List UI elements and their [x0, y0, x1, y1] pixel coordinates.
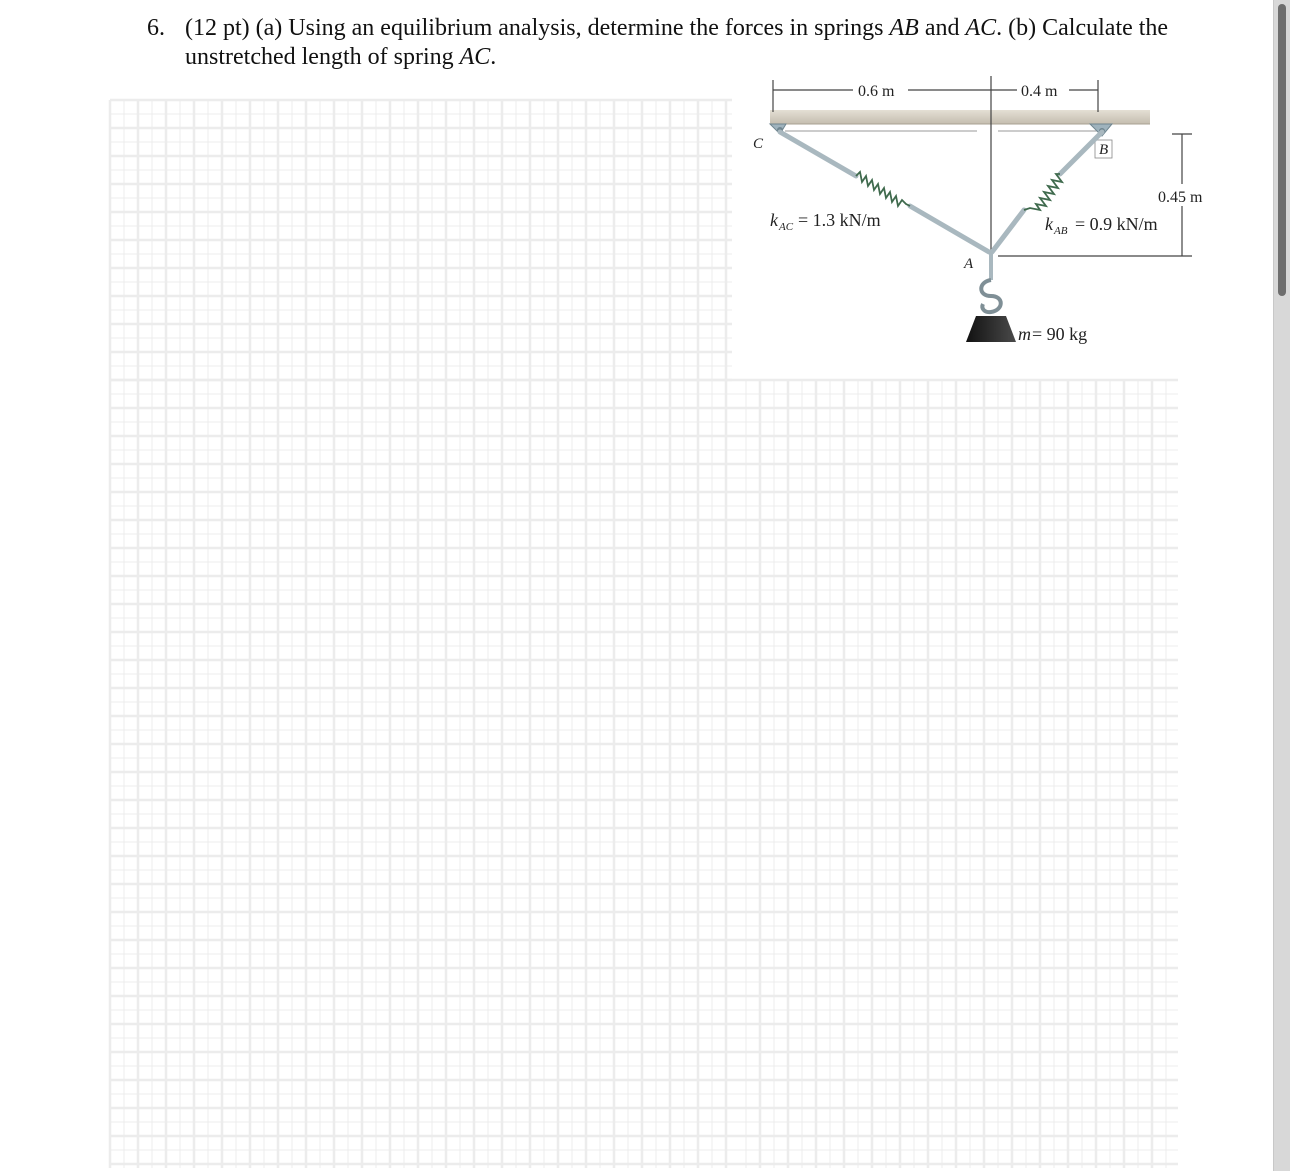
sentence-period-2: . [490, 44, 497, 70]
dimension-0-45m: 0.45 m [1158, 189, 1203, 206]
scrollbar-thumb[interactable] [1278, 4, 1286, 296]
ceiling [770, 110, 1150, 124]
mass-value: = 90 kg [1032, 324, 1088, 344]
question-part-a: (a) Using an equilibrium analysis, determine the forces in springs [255, 15, 884, 41]
hook [981, 280, 1001, 312]
k-ab-symbol: k [1045, 214, 1053, 234]
scrollbar-track[interactable] [1273, 0, 1290, 1171]
k-ac-symbol: k [770, 210, 778, 230]
question-part-b: (b) Calculate the [1008, 15, 1169, 41]
spring-ac-ref-2: AC [459, 44, 491, 70]
k-ab-subscript: AB [1054, 225, 1068, 237]
label-c: C [753, 136, 764, 152]
label-b: B [1099, 142, 1109, 158]
spring-ac-coil [856, 172, 910, 206]
spring-ac-ref: AC [965, 15, 997, 41]
dimension-0-6m: 0.6 m [858, 83, 895, 100]
question-points: (12 pt) [185, 15, 250, 41]
label-a: A [964, 256, 974, 272]
k-ac-subscript: AC [779, 221, 794, 233]
spring-ab-rod [992, 210, 1024, 252]
question-line2: unstretched length of spring [185, 44, 454, 70]
spring-ab-ref: AB [889, 15, 919, 41]
k-ac-value: = 1.3 kN/m [798, 210, 881, 230]
spring-ab-coil [1024, 174, 1062, 210]
mass-symbol: m [1018, 324, 1031, 344]
spring-ac-rod [780, 132, 856, 176]
question-number: 6. [147, 15, 165, 41]
question-text [185, 14, 1205, 72]
sentence-period: . [996, 15, 1003, 41]
spring-system-figure [740, 70, 1260, 360]
and-word: and [924, 15, 960, 41]
k-ab-value: = 0.9 kN/m [1075, 214, 1158, 234]
mass-block [966, 316, 1016, 342]
dimension-0-4m: 0.4 m [1021, 83, 1058, 100]
spring-ac-rod [910, 206, 989, 252]
